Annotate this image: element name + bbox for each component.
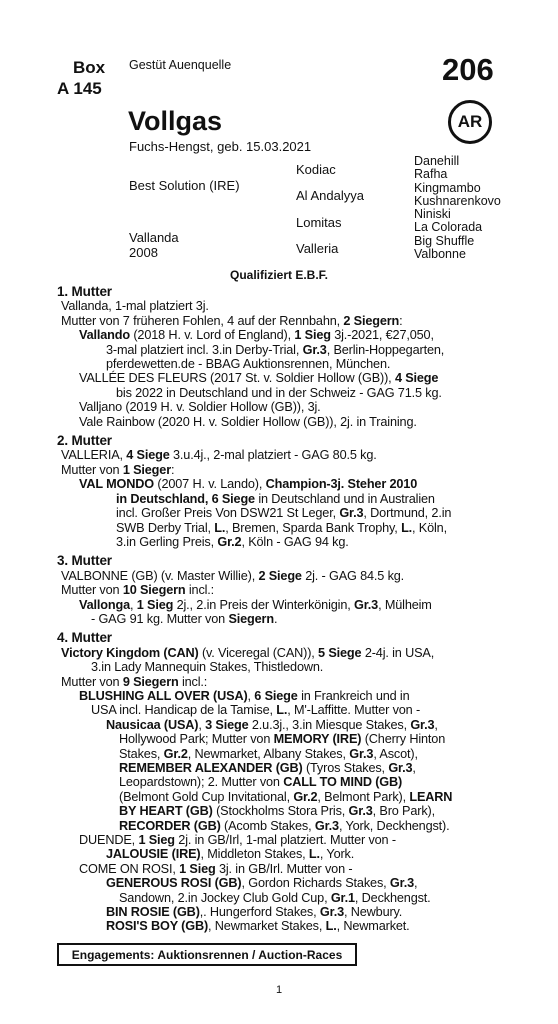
- box-number: A 145: [57, 79, 102, 98]
- offspring-entry-cont: USA incl. Handicap de la Tamise, L., M'-Laffitte. Mutter von -: [91, 703, 421, 718]
- offspring-entry: BIN ROSIE (GB),. Hungerford Stakes, Gr.3, Newbury.: [106, 905, 403, 920]
- offspring-entry-cont: Hollywood Park; Mutter von MEMORY (IRE) (Cherry Hinton: [119, 732, 446, 747]
- pedigree-col3-item: Rafha: [414, 167, 448, 181]
- pedigree-col3-item: Valbonne: [414, 247, 466, 261]
- ar-badge-icon: [448, 100, 492, 144]
- offspring-entry-cont: (Belmont Gold Cup Invitational, Gr.2, Belmont Park), LEARN: [119, 789, 453, 804]
- horse-subtitle: Fuchs-Hengst, geb. 15.03.2021: [129, 139, 312, 154]
- offspring-entry: DUENDE, 1 Sieg 2j. in GB/Irl, 1-mal platziert. Mutter von -: [79, 833, 396, 848]
- offspring-entry-cont: bis 2022 in Deutschland und in der Schweiz - GAG 71.5 kg.: [116, 385, 442, 400]
- pedigree-col3-item: La Colorada: [414, 220, 483, 234]
- offspring-entry: Nausicaa (USA), 3 Siege 2.u.3j., 3.in Miesque Stakes, Gr.3,: [106, 717, 438, 732]
- section-heading: 4. Mutter: [57, 630, 112, 646]
- offspring-entry-cont: Stakes, Gr.2, Newmarket, Albany Stakes, Gr.3, Ascot),: [119, 746, 418, 761]
- offspring-entry: ROSI'S BOY (GB), Newmarket Stakes, L., Newmarket.: [106, 919, 410, 934]
- offspring-entry: GENEROUS ROSI (GB), Gordon Richards Stakes, Gr.3,: [106, 876, 418, 891]
- dam-line: Mutter von 10 Siegern incl.:: [61, 583, 215, 598]
- offspring-entry: COME ON ROSI, 1 Sieg 3j. in GB/Irl. Mutter von -: [79, 861, 353, 876]
- box-label: Box: [73, 58, 106, 77]
- offspring-entry-cont: Leopardstown); 2. Mutter von CALL TO MIND (GB): [119, 775, 403, 790]
- section-heading: 2. Mutter: [57, 433, 112, 449]
- engagements-box: [57, 943, 357, 966]
- pedigree-dam: Vallanda: [129, 230, 179, 245]
- offspring-entry-cont: Sandown, 2.in Jockey Club Gold Cup, Gr.1, Deckhengst.: [119, 890, 431, 905]
- dam-line: Mutter von 7 früheren Fohlen, 4 auf der Rennbahn, 2 Siegern:: [61, 313, 403, 328]
- section-heading: 3. Mutter: [57, 553, 112, 569]
- offspring-entry: VALLÉE DES FLEURS (2017 St. v. Soldier Hollow (GB)), 4 Siege: [79, 371, 439, 386]
- dam-line: Vallanda, 1-mal platziert 3j.: [61, 299, 209, 314]
- offspring-entry-cont: pferdewetten.de - BBAG Auktionsrennen, München.: [106, 357, 391, 372]
- offspring-entry-cont: BY HEART (GB) (Stockholms Stora Pris, Gr.3, Bro Park),: [119, 804, 435, 819]
- offspring-entry: Valljano (2019 H. v. Soldier Hollow (GB)), 3j.: [79, 400, 321, 415]
- pedigree-col3-item: Kushnarenkovo: [414, 194, 501, 208]
- horse-name: Vollgas: [128, 106, 223, 136]
- dam-line: VALLERIA, 4 Siege 3.u.4j., 2-mal platziert - GAG 80.5 kg.: [61, 448, 377, 463]
- offspring-entry: Vale Rainbow (2020 H. v. Soldier Hollow (GB)), 2j. in Training.: [79, 414, 417, 429]
- dam-line-cont: 3.in Lady Mannequin Stakes, Thistledown.: [91, 660, 324, 675]
- offspring-entry-cont: in Deutschland, 6 Siege in Deutschland und in Australien: [116, 491, 435, 506]
- family-section: [57, 285, 505, 934]
- offspring-entry: BLUSHING ALL OVER (USA), 6 Siege in Frankreich und in: [79, 688, 410, 703]
- dam-line: Mutter von 1 Sieger:: [61, 462, 175, 477]
- pedigree-sire: Best Solution (IRE): [129, 178, 240, 193]
- dam-line: Mutter von 9 Siegern incl.:: [61, 674, 208, 689]
- dam-line: Victory Kingdom (CAN) (v. Viceregal (CAN)), 5 Siege 2-4j. in USA,: [61, 645, 435, 660]
- dam-line: VALBONNE (GB) (v. Master Willie), 2 Siege 2j. - GAG 84.5 kg.: [61, 568, 405, 583]
- pedigree-col3-item: Kingmambo: [414, 181, 481, 195]
- pedigree-damsire: Lomitas: [296, 215, 342, 230]
- offspring-entry-cont: 3-mal platziert incl. 3.in Derby-Trial, Gr.3, Berlin-Hoppegarten,: [106, 342, 445, 357]
- pedigree-grandsire: Kodiac: [296, 162, 336, 177]
- offspring-entry: VAL MONDO (2007 H. v. Lando), Champion-3j. Steher 2010: [79, 477, 418, 492]
- offspring-entry-cont: SWB Derby Trial, L., Bremen, Sparda Bank Trophy, L., Köln,: [116, 520, 447, 535]
- ar-badge-text: AR: [457, 112, 483, 131]
- pedigree-col3-item: Danehill: [414, 154, 460, 168]
- section-heading: 1. Mutter: [57, 284, 112, 299]
- page-number: 1: [275, 984, 283, 996]
- offspring-entry-cont: REMEMBER ALEXANDER (GB) (Tyros Stakes, Gr.3,: [119, 761, 416, 775]
- qualification: Qualifiziert E.B.F.: [229, 268, 328, 282]
- pedigree-damdam: Valleria: [296, 241, 339, 256]
- offspring-entry: JALOUSIE (IRE), Middleton Stakes, L., York.: [106, 847, 355, 862]
- offspring-entry: Vallando (2018 H. v. Lord of England), 1 Sieg 3j.-2021, €27,050,: [79, 328, 434, 343]
- offspring-entry-cont: incl. Großer Preis Von DSW21 St Leger, Gr.3, Dortmund, 2.in: [116, 506, 452, 521]
- pedigree-granddam: Al Andalyya: [296, 188, 364, 203]
- offspring-entry-cont: 3.in Gerling Preis, Gr.2, Köln - GAG 94 kg.: [116, 534, 349, 549]
- pedigree-col3-item: Niniski: [414, 207, 451, 221]
- pedigree-dam-year: 2008: [129, 245, 158, 260]
- pedigree-col3-item: Big Shuffle: [414, 234, 475, 248]
- offspring-entry-cont: RECORDER (GB) (Acomb Stakes, Gr.3, York, Deckhengst).: [119, 818, 450, 833]
- offspring-entry-cont: - GAG 91 kg. Mutter von Siegern.: [91, 611, 278, 626]
- lot-number: 206: [442, 52, 494, 87]
- offspring-entry: Vallonga, 1 Sieg 2j., 2.in Preis der Winterkönigin, Gr.3, Mülheim: [79, 597, 432, 612]
- stud-name: Gestüt Auenquelle: [129, 58, 232, 72]
- engagements-text: Engagements: Auktionsrennen / Auction-Races: [71, 947, 343, 962]
